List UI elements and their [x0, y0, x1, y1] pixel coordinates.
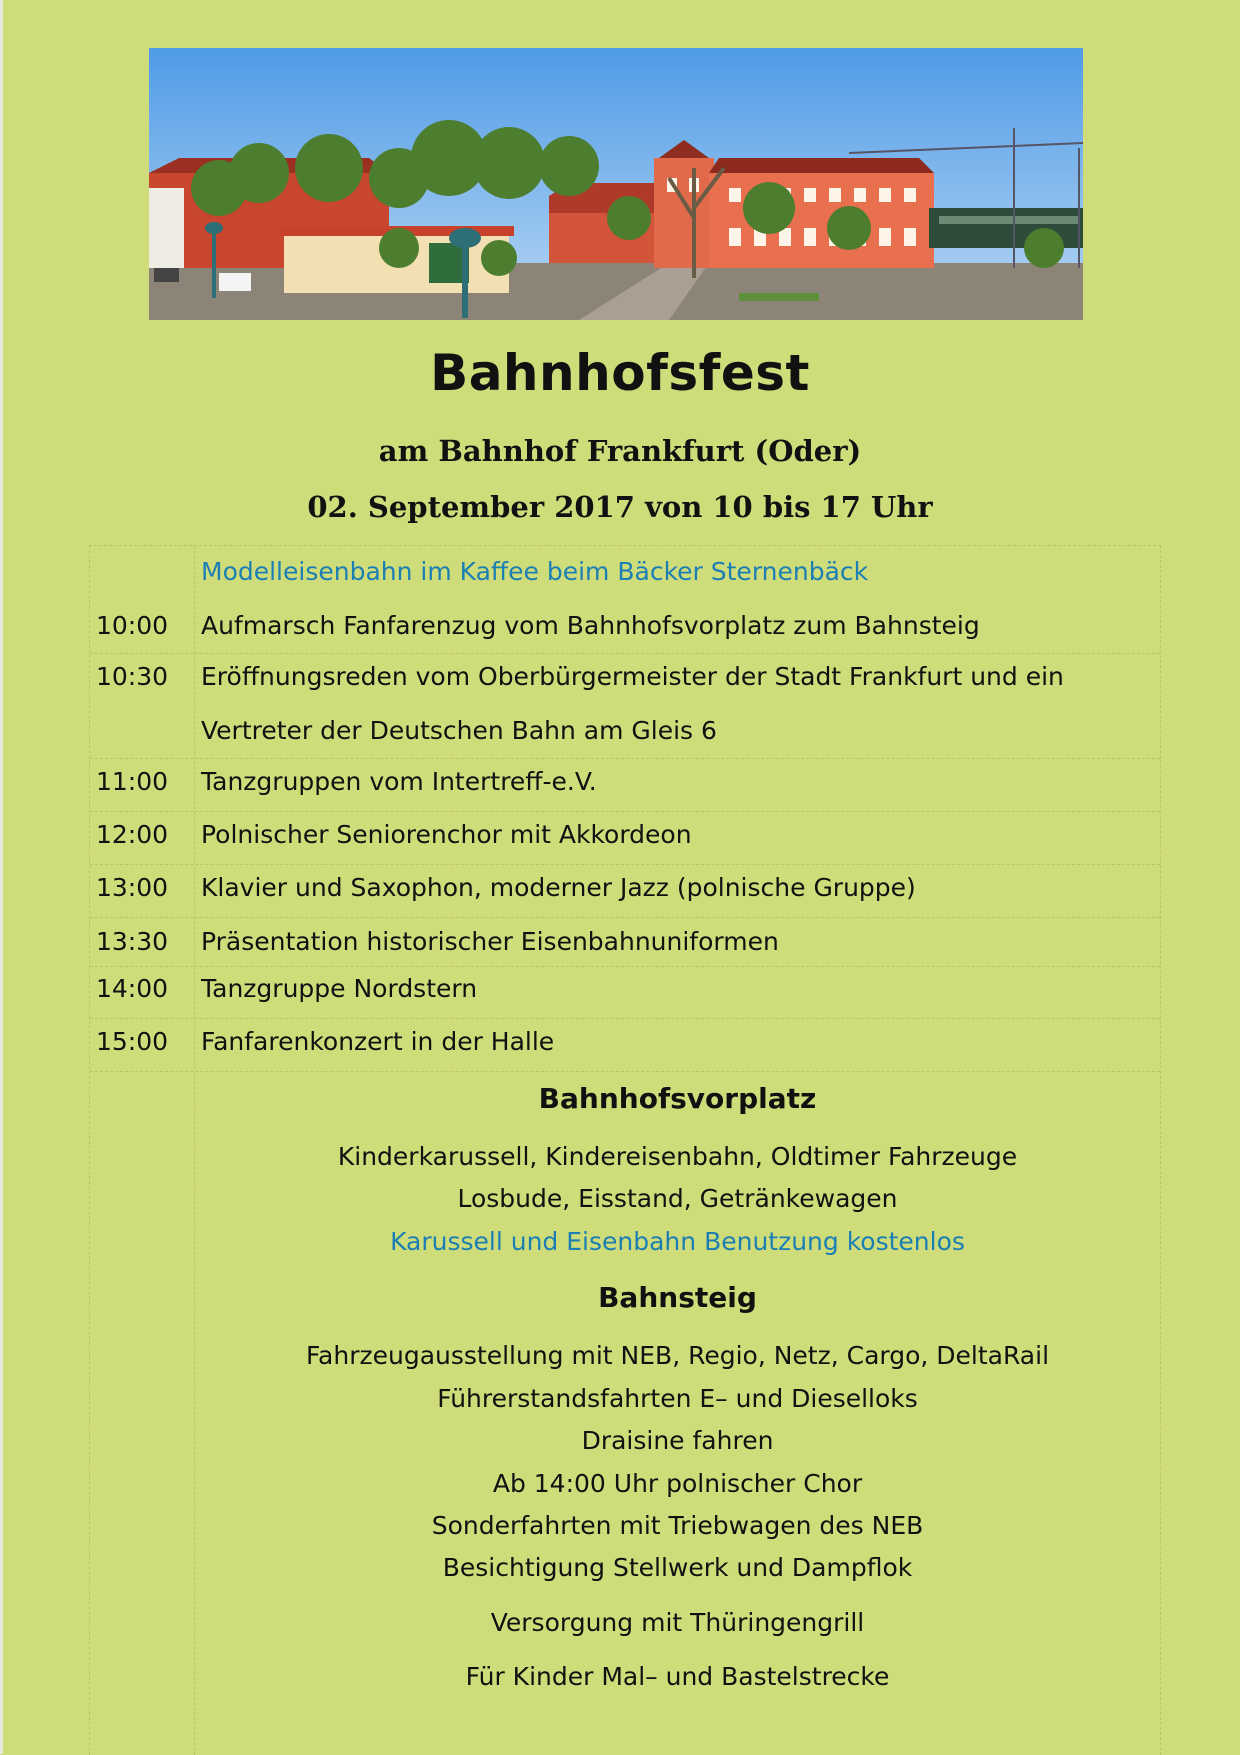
event-date: 02. September 2017 von 10 bis 17 Uhr — [307, 490, 933, 524]
time-cell: 10:00 — [96, 611, 169, 640]
bahnsteig-heading: Bahnsteig — [598, 1281, 757, 1314]
station-photo-illustration — [149, 48, 1083, 320]
bahnsteig-line: Ab 14:00 Uhr polnischer Chor — [492, 1469, 863, 1498]
bahnsteig-line: Fahrzeugausstellung mit NEB, Regio, Netz, Cargo, DeltaRail — [305, 1341, 1050, 1370]
page-edge — [0, 0, 3, 1754]
vorplatz-heading: Bahnhofsvorplatz — [538, 1082, 817, 1115]
bahnsteig-line: Besichtigung Stellwerk und Dampflok — [442, 1553, 913, 1582]
event-cell: Aufmarsch Fanfarenzug vom Bahnhofsvorplatz zum Bahnsteig — [201, 611, 980, 640]
time-cell: 10:30 — [96, 662, 169, 691]
vorplatz-line: Losbude, Eisstand, Getränkewagen — [457, 1184, 898, 1213]
time-cell: 11:00 — [96, 767, 169, 796]
bahnsteig-line: Sonderfahrten mit Triebwagen des NEB — [431, 1511, 924, 1540]
row-divider — [90, 811, 1160, 812]
bahnsteig-line: Draisine fahren — [581, 1426, 774, 1455]
vorplatz-note: Karussell und Eisenbahn Benutzung kostenlos — [390, 1227, 965, 1256]
schedule-table — [89, 545, 1161, 1755]
time-cell: 15:00 — [96, 1027, 169, 1056]
event-cell: Polnischer Seniorenchor mit Akkordeon — [201, 820, 692, 849]
time-cell: 13:30 — [96, 927, 169, 956]
time-cell: 14:00 — [96, 974, 169, 1003]
event-title: Bahnhofsfest — [430, 344, 810, 402]
event-cell: Tanzgruppen vom Intertreff-e.V. — [201, 767, 597, 796]
row-divider — [90, 917, 1160, 918]
station-photo — [149, 48, 1083, 320]
row-divider — [90, 758, 1160, 759]
row-divider — [90, 864, 1160, 865]
event-cell: Fanfarenkonzert in der Halle — [201, 1027, 555, 1056]
event-cell: Präsentation historischer Eisenbahnuniformen — [201, 927, 779, 956]
bahnsteig-line: Für Kinder Mal– und Bastelstrecke — [465, 1662, 890, 1691]
event-location: am Bahnhof Frankfurt (Oder) — [378, 434, 862, 468]
row-divider — [90, 1071, 1160, 1072]
event-cell: Klavier und Saxophon, moderner Jazz (polnische Gruppe) — [201, 873, 916, 902]
row-divider — [90, 653, 1160, 654]
event-cell: Eröffnungsreden vom Oberbürgermeister der Stadt Frankfurt und ein — [201, 662, 1064, 691]
vorplatz-line: Kinderkarussell, Kindereisenbahn, Oldtimer Fahrzeuge — [337, 1142, 1018, 1171]
event-cell: Tanzgruppe Nordstern — [201, 974, 478, 1003]
bahnsteig-line: Versorgung mit Thüringengrill — [490, 1608, 865, 1637]
bahnsteig-line: Führerstandsfahrten E– und Dieselloks — [437, 1384, 918, 1413]
row-divider — [90, 1018, 1160, 1019]
intro-text: Modelleisenbahn im Kaffee beim Bäcker Sternenbäck — [201, 557, 869, 586]
time-cell: 12:00 — [96, 820, 169, 849]
row-divider — [90, 966, 1160, 967]
event-cell-continuation: Vertreter der Deutschen Bahn am Gleis 6 — [201, 716, 717, 745]
time-cell: 13:00 — [96, 873, 169, 902]
